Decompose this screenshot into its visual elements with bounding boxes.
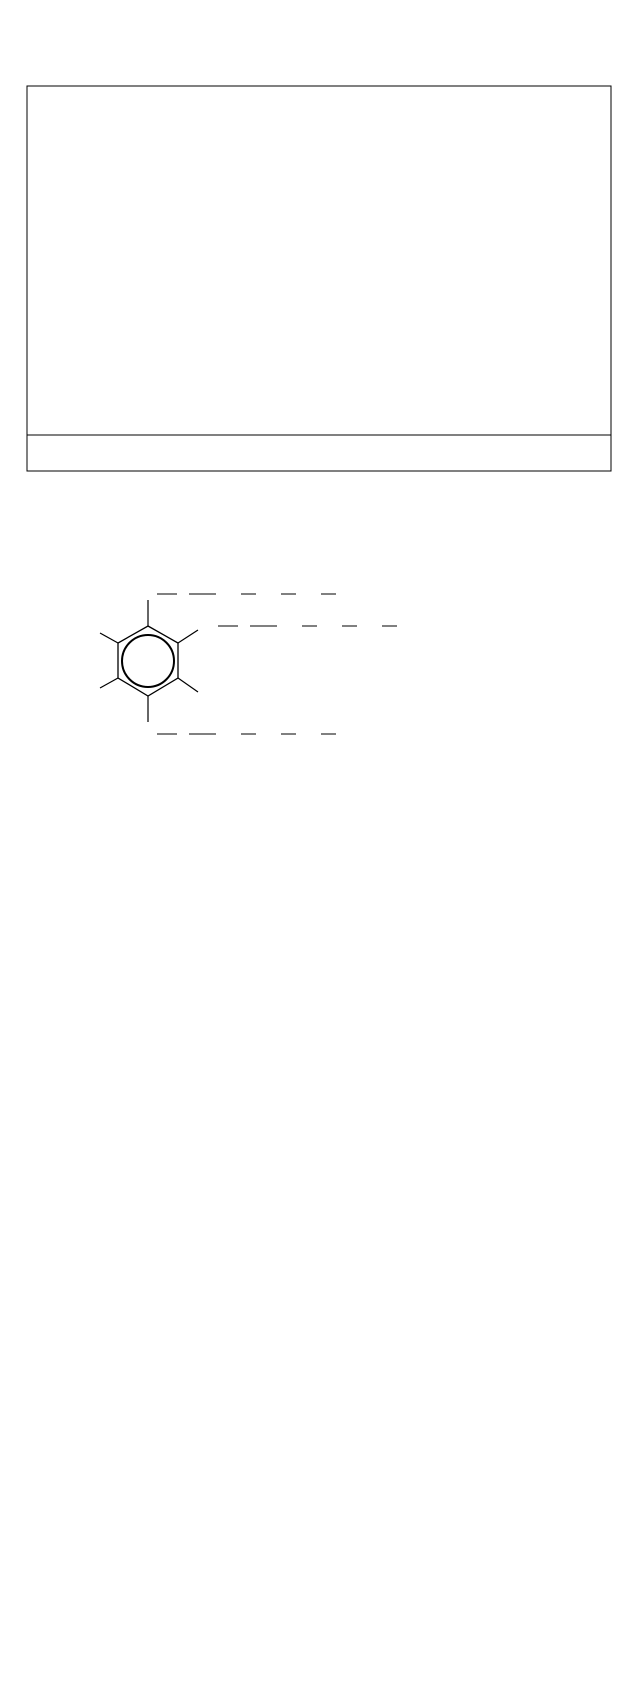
bond-h-c [100,633,118,643]
aromatic-circle [122,635,174,687]
plot-frame [27,86,611,471]
bond-right-up [178,630,198,643]
bond-h-a [178,678,198,692]
chemical-structure [100,594,397,734]
benzene-ring [118,626,178,696]
bond-h-b [100,678,118,688]
